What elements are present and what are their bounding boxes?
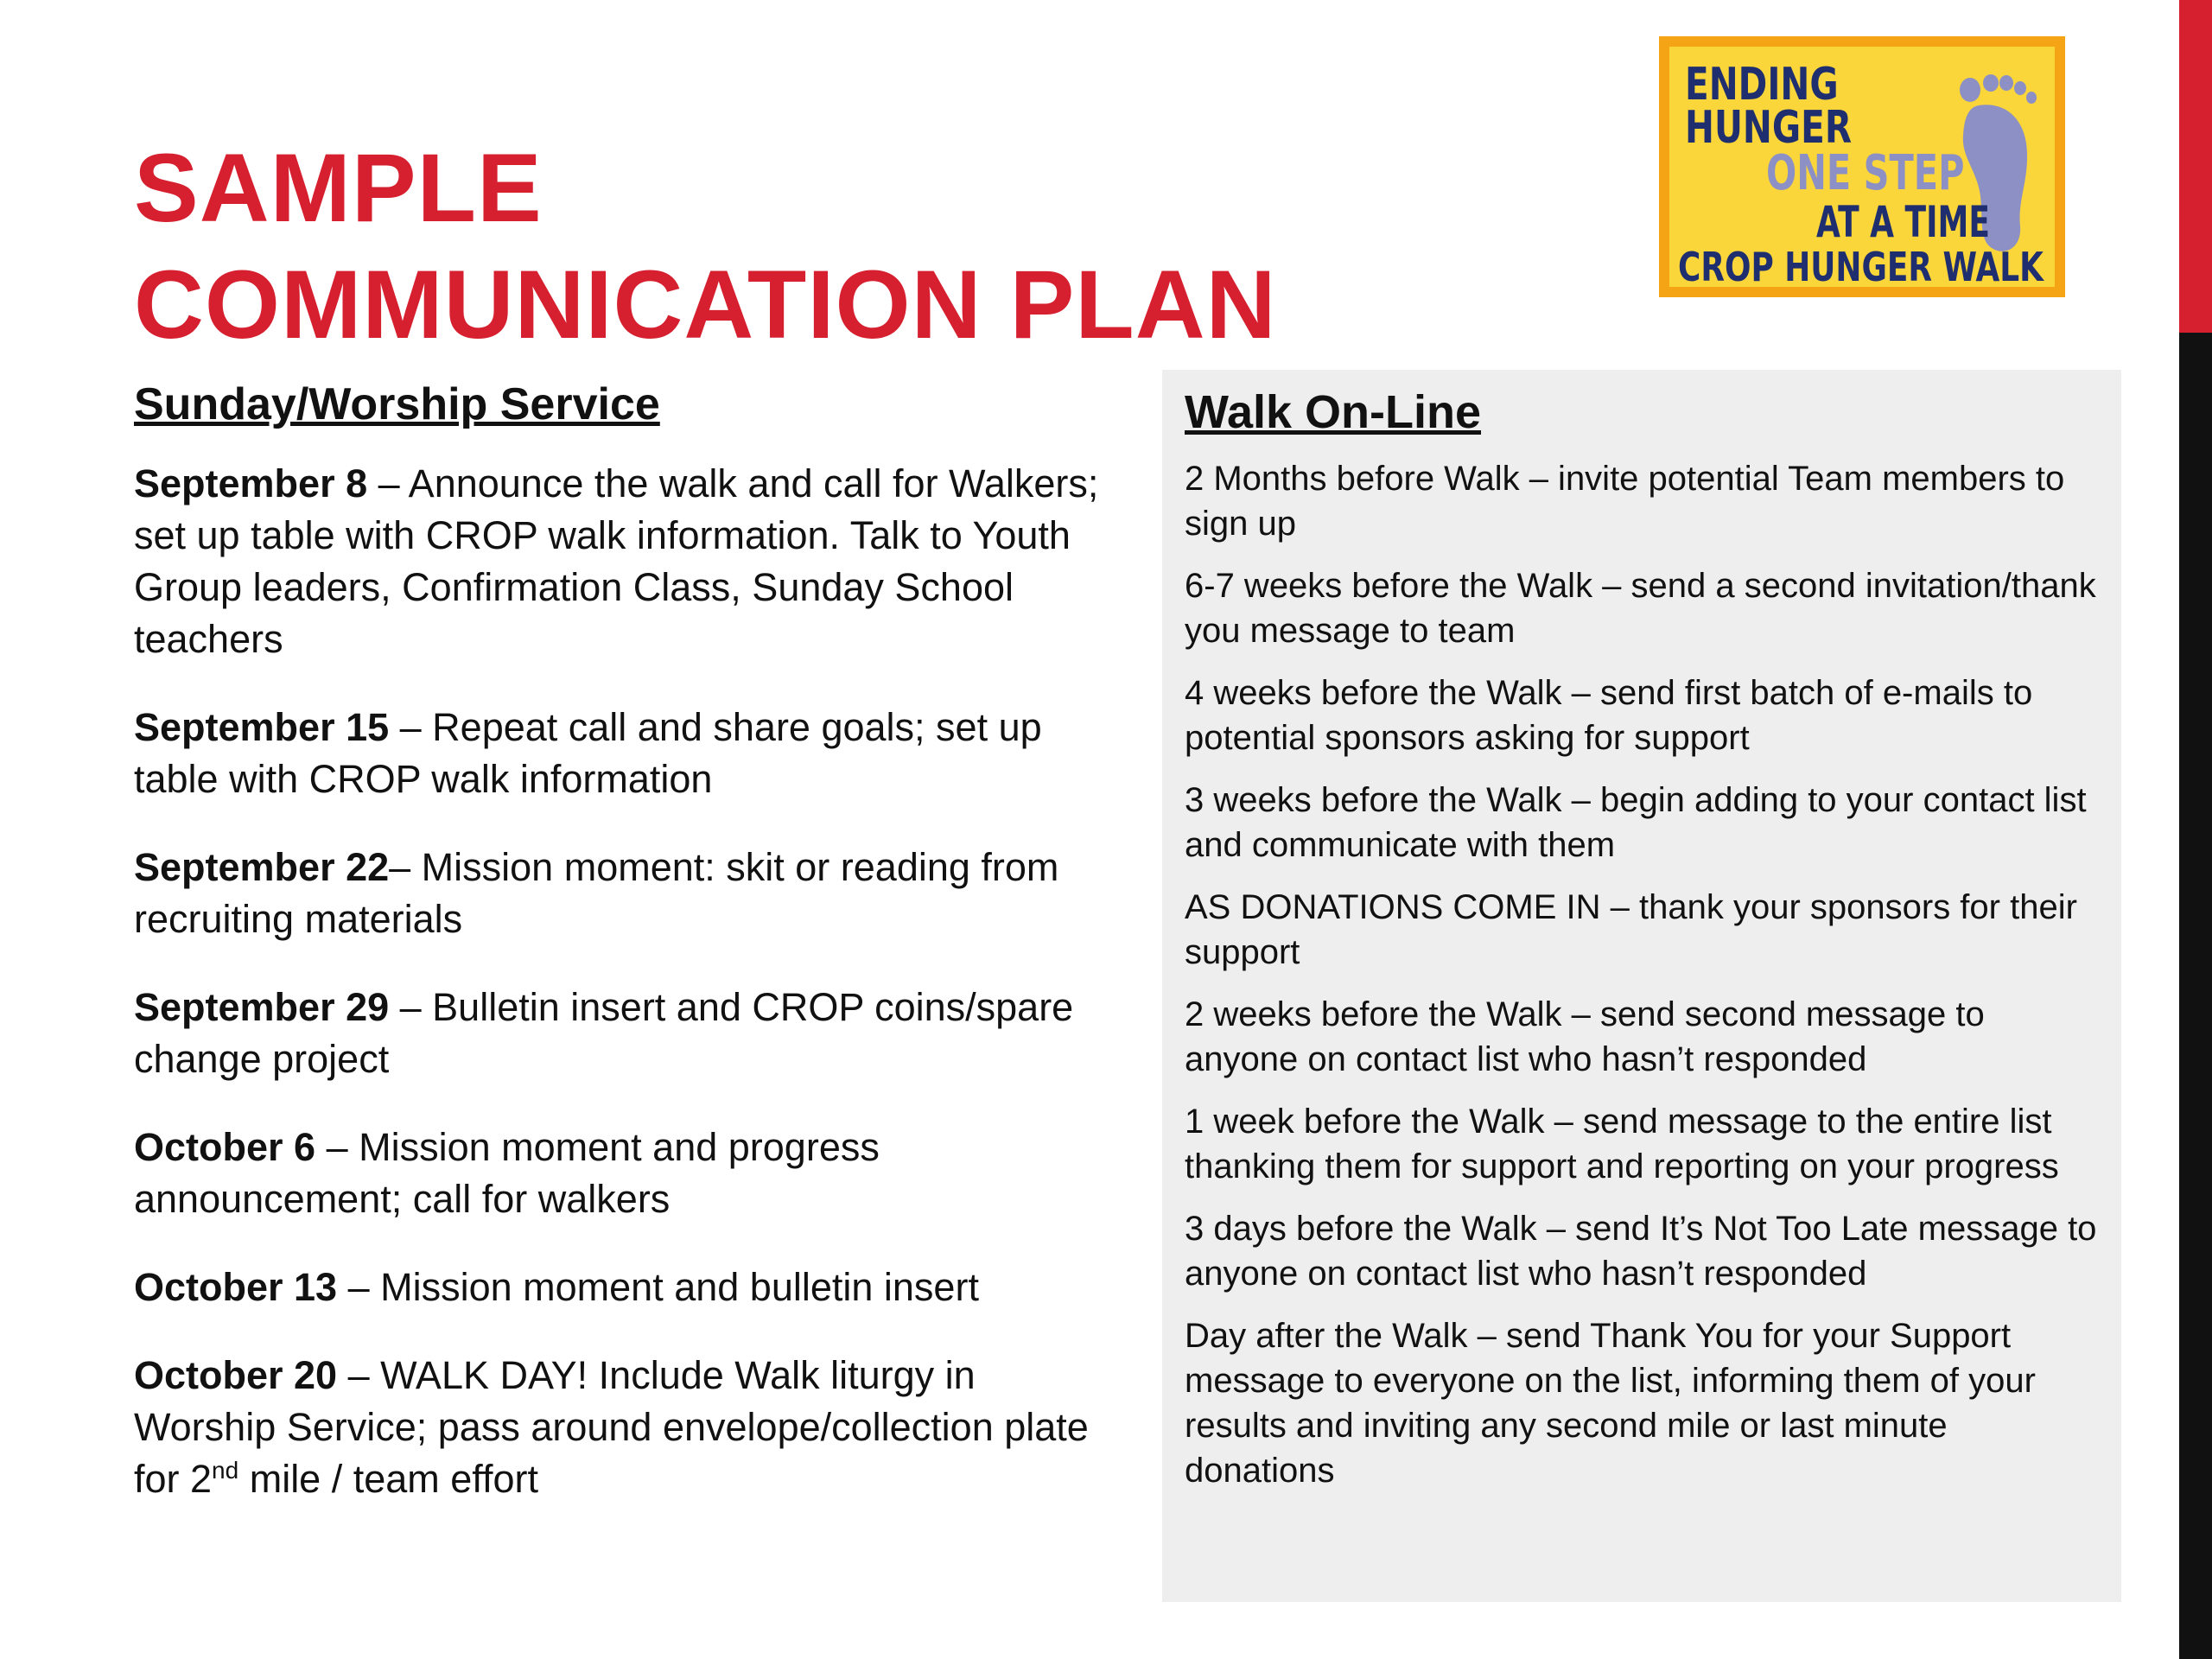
schedule-entry <box>134 1262 1119 1313</box>
schedule-entry <box>134 842 1119 945</box>
entry-date: September 8 <box>134 461 368 505</box>
schedule-entry <box>134 1350 1119 1505</box>
entry-date: September 15 <box>134 705 390 749</box>
side-accent-bar-red <box>2179 0 2212 333</box>
entry-text-continued: mile / team effort <box>238 1457 538 1501</box>
logo-text-line-4: AT A TIME <box>1816 197 1990 247</box>
entry-text: – Mission moment and progress announcement; call for walkers <box>134 1125 880 1221</box>
ordinal-superscript: nd <box>212 1457 239 1484</box>
logo-text-line-5: CROP HUNGER WALK <box>1678 244 2044 287</box>
worship-service-heading: Sunday/Worship Service <box>134 379 660 429</box>
logo-text-line-3: ONE STEP <box>1766 145 1965 201</box>
online-step: 1 week before the Walk – send message to the entire list thanking them for support and reporting on your progress <box>1185 1103 2059 1185</box>
online-step: 2 weeks before the Walk – send second message to anyone on contact list who hasn’t responded <box>1185 995 1985 1078</box>
entry-text: – Repeat call and share goals; set up table with CROP walk information <box>134 705 1042 801</box>
online-step: 3 weeks before the Walk – begin adding to your contact list and communicate with them <box>1185 781 2087 864</box>
page-title <box>134 130 1603 363</box>
entry-text: – Announce the walk and call for Walkers; set up table with CROP walk information. Talk to Youth Group leaders, Confirmation Class, Sunday School teachers <box>134 461 1099 661</box>
online-step: AS DONATIONS COME IN – thank your sponsors for their support <box>1185 888 2077 971</box>
schedule-entry <box>134 1122 1119 1225</box>
entry-text: – WALK DAY! Include Walk liturgy in Worship Service; pass around envelope/collection plate for 2 <box>134 1353 1089 1501</box>
entry-date: September 29 <box>134 985 390 1029</box>
logo-panel <box>1669 47 2055 287</box>
page-title-line-1: SAMPLE <box>134 134 543 242</box>
entry-text: – Bulletin insert and CROP coins/spare change project <box>134 985 1074 1081</box>
logo-text-line-1: ENDING <box>1685 59 1839 111</box>
entry-text: – Mission moment: skit or reading from recruiting materials <box>134 845 1059 941</box>
side-accent-bar-black <box>2179 333 2212 1659</box>
online-step: 2 Months before Walk – invite potential Team members to sign up <box>1185 460 2065 543</box>
entry-date: September 22 <box>134 845 390 889</box>
online-step: Day after the Walk – send Thank You for your Support message to everyone on the list, informing them of your results and inviting any second mile or last minute donations <box>1185 1317 2036 1490</box>
worship-service-column <box>134 373 1119 1541</box>
online-step: 6-7 weeks before the Walk – send a second invitation/thank you message to team <box>1185 567 2096 650</box>
schedule-entry <box>134 702 1119 805</box>
online-step: 4 weeks before the Walk – send first batch of e-mails to potential sponsors asking for support <box>1185 674 2033 757</box>
walk-online-panel <box>1162 370 2121 1602</box>
page-title-line-2: COMMUNICATION PLAN <box>134 251 1277 359</box>
entry-date: October 13 <box>134 1265 338 1309</box>
logo-text-line-2: HUNGER <box>1685 102 1853 154</box>
entry-text: – Mission moment and bulletin insert <box>337 1265 979 1309</box>
entry-date: October 6 <box>134 1125 316 1169</box>
schedule-entry <box>134 982 1119 1085</box>
walk-online-heading: Walk On-Line <box>1185 386 1482 438</box>
schedule-entry <box>134 458 1119 665</box>
crop-hunger-walk-logo <box>1659 36 2065 297</box>
online-step: 3 days before the Walk – send It’s Not Too Late message to anyone on contact list who hasn’t responded <box>1185 1210 2097 1293</box>
entry-date: October 20 <box>134 1353 338 1397</box>
